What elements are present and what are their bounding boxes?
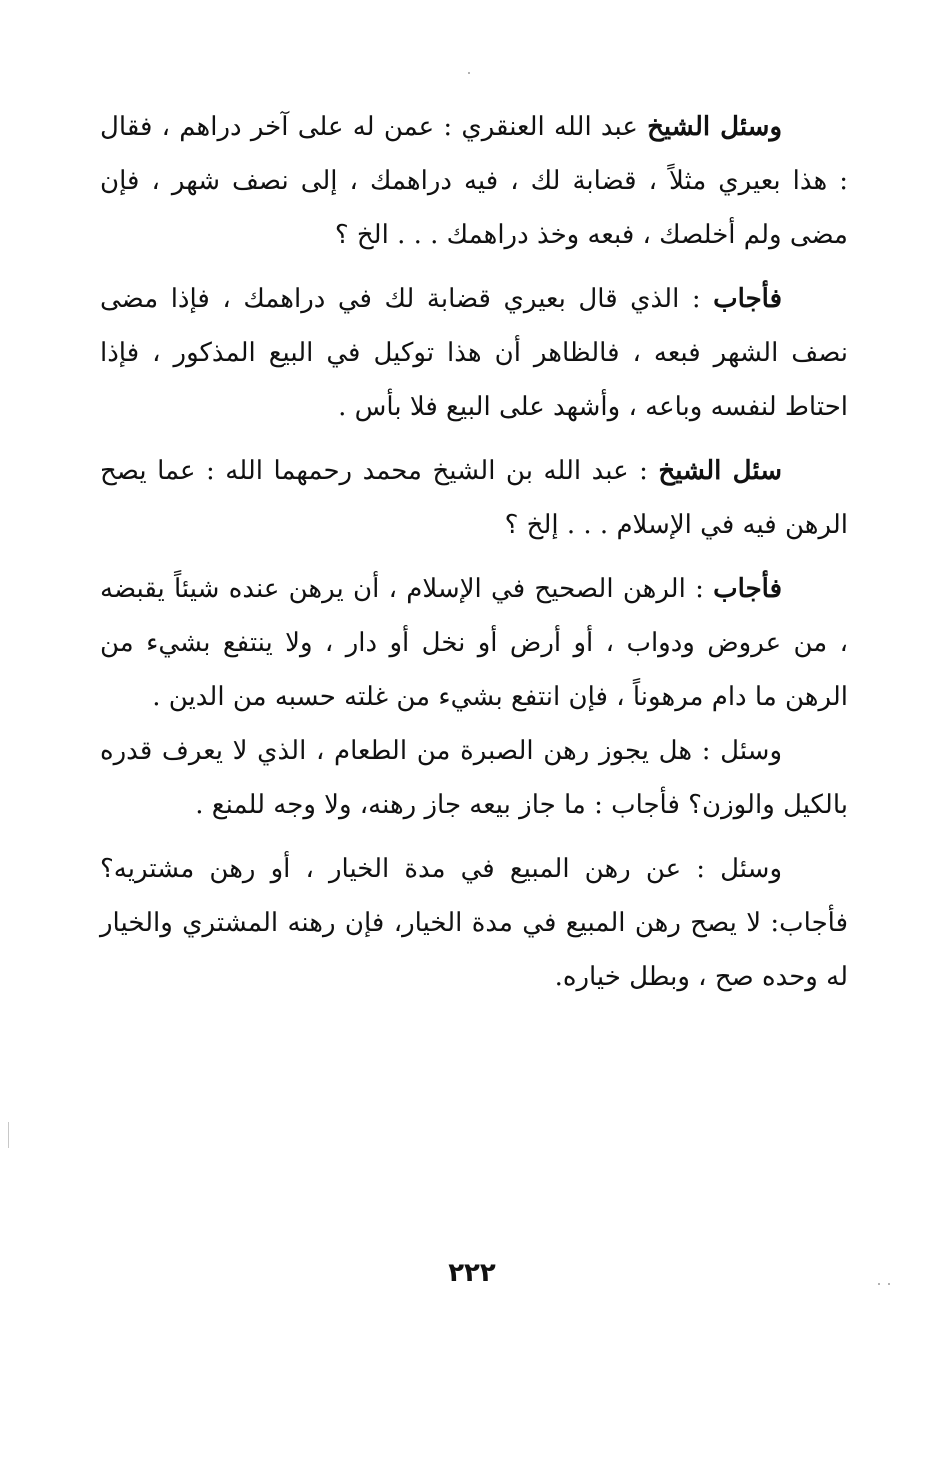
- page-number: ٢٢٢: [448, 1258, 496, 1288]
- scan-speck: [468, 72, 470, 74]
- paragraph-text: : الرهن الصحيح في الإسلام ، أن يرهن عنده شيئاً يقبضه ، من عروض ودواب ، أو أرض أو نخل أو دار ، ولا ينتفع بشيء من الرهن ما دام مرهوناً ، فإن انتفع بشيء من غلته حسبه من الدين .: [100, 574, 848, 712]
- paragraph-lead: فأجاب: [713, 574, 782, 604]
- paragraph-question-rahn: [100, 444, 848, 552]
- paragraph-text: : الذي قال بعيري قضابة لك في دراهمك ، فإذا مضى نصف الشهر فبعه ، فالظاهر أن هذا توكيل في البيع المذكور ، فإذا احتاط لنفسه وباعه ، وأشهد على البيع فلا بأس .: [100, 284, 848, 422]
- paragraph-text: وسئل : هل يجوز رهن الصبرة من الطعام ، الذي لا يعرف قدره بالكيل والوزن؟ فأجاب : ما جاز بيعه جاز رهنه، ولا وجه للمنع .: [100, 736, 848, 820]
- paragraph-khiyar: [100, 842, 848, 1004]
- paragraph-lead: فأجاب: [713, 284, 782, 314]
- paragraph-question-aldullah-alanqari: [100, 100, 848, 262]
- page-body: [100, 100, 848, 1004]
- paragraph-text: : عبد الله بن الشيخ محمد رحمهما الله : عما يصح الرهن فيه في الإسلام . . . إلخ ؟: [100, 456, 848, 540]
- scan-speck: [878, 1283, 880, 1285]
- paragraph-lead: وسئل الشيخ: [647, 112, 783, 142]
- paragraph-text: وسئل : عن رهن المبيع في مدة الخيار ، أو رهن مشتريه؟ فأجاب: لا يصح رهن المبيع في مدة الخيار، فإن رهنه المشتري والخيار له وحده صح ، وبطل خياره.: [100, 854, 848, 992]
- paragraph-lead: سئل الشيخ: [658, 456, 782, 486]
- paragraph-answer-qadaba: [100, 272, 848, 434]
- scan-edge-mark: [8, 1122, 9, 1148]
- paragraph-text: عبد الله العنقري : عمن له على آخر دراهم ، فقال : هذا بعيري مثلاً ، قضابة لك ، فيه دراهمك ، إلى نصف شهر ، فإن مضى ولم أخلصك ، فبعه وخذ دراهمك . . . الخ ؟: [100, 112, 848, 250]
- scan-speck: [888, 1283, 890, 1285]
- paragraph-answer-rahn: [100, 562, 848, 724]
- paragraph-subra: [100, 724, 848, 832]
